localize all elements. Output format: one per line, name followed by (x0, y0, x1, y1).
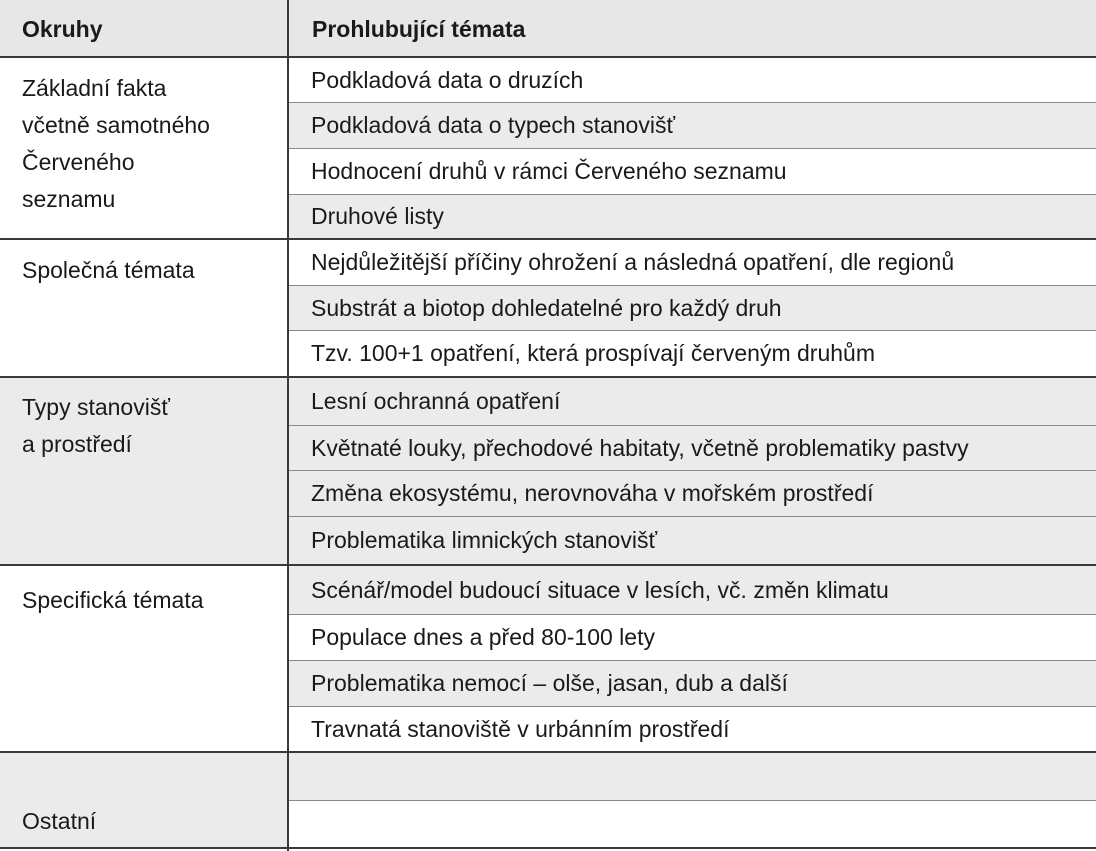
table-row: Druhové listy (289, 195, 1096, 238)
table-row: Květnaté louky, přechodové habitaty, včetně problematiky pastvy (289, 426, 1096, 471)
group-spolecna-temata (0, 240, 1096, 378)
table-row (289, 753, 1096, 801)
group-name: Specifická témata (22, 587, 204, 613)
table-row: Travnatá stanoviště v urbánním prostředí (311, 716, 730, 742)
group-zakladni-fakta (0, 58, 1096, 240)
table-row: Hodnocení druhů v rámci Červeného seznamu (289, 149, 1096, 195)
group-ostatni (0, 753, 1096, 849)
table-header (0, 0, 1096, 58)
table-row: Populace dnes a před 80-100 lety (289, 615, 1096, 661)
group-name: Ostatní (22, 808, 97, 834)
table-row: Scénář/model budoucí situace v lesích, vč. změn klimatu (289, 566, 1096, 615)
header-okruhy: Okruhy (22, 16, 103, 42)
table-row: Problematika limnických stanovišť (311, 527, 658, 553)
header-prohlubujici-temata: Prohlubující témata (312, 16, 526, 42)
group-typy-stanovist (0, 378, 1096, 566)
table-row: Nejdůležitější příčiny ohrožení a následná opatření, dle regionů (289, 240, 1096, 286)
table-row: Lesní ochranná opatření (289, 378, 1096, 426)
group-name: Společná témata (22, 257, 195, 283)
table-row: Substrát a biotop dohledatelné pro každý druh (289, 286, 1096, 331)
group-name: Základní fakta včetně samotného Červeného seznamu (22, 75, 210, 212)
table-row: Změna ekosystému, nerovnováha v mořském prostředí (289, 471, 1096, 517)
table-row: Podkladová data o typech stanovišť (289, 103, 1096, 149)
group-specificka-temata (0, 566, 1096, 753)
table-row: Problematika nemocí – olše, jasan, dub a další (289, 661, 1096, 707)
group-name: Typy stanovišť a prostředí (22, 394, 170, 457)
table-row: Podkladová data o druzích (289, 58, 1096, 103)
table-row: Tzv. 100+1 opatření, která prospívají červeným druhům (311, 340, 875, 366)
table-row (289, 801, 1096, 847)
column-divider (287, 0, 289, 851)
